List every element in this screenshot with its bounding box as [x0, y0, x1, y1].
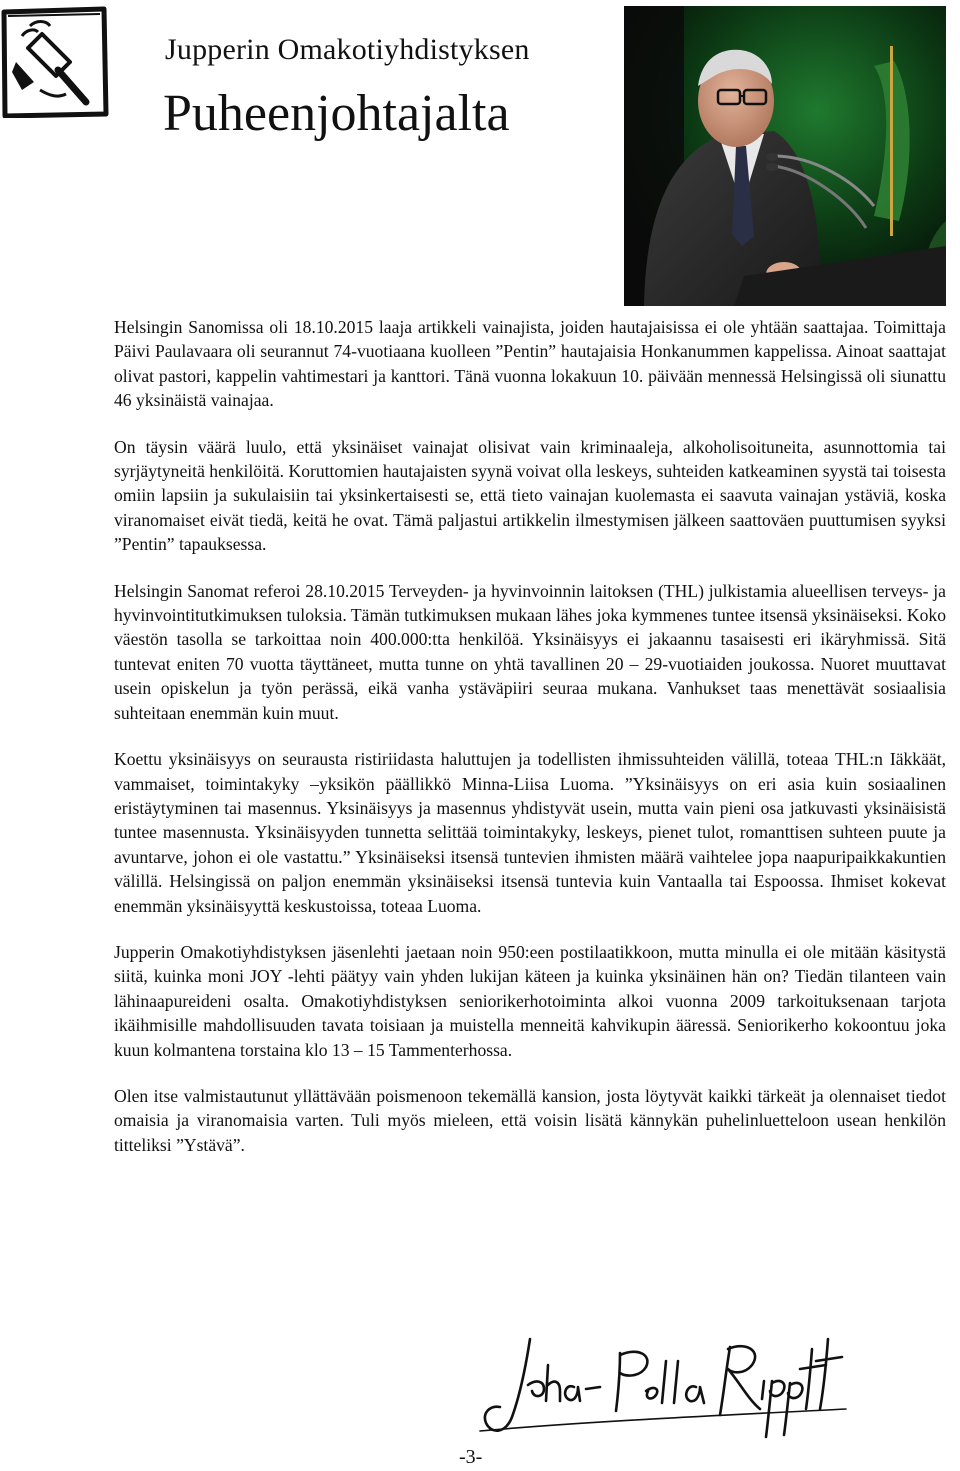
- paragraph: Helsingin Sanomat referoi 28.10.2015 Terveyden- ja hyvinvoinnin laitoksen (THL) julkistamia alueellisen terveys- ja hyvinvointitutkimuksen tuloksia. Tämän tutkimuksen mukaan lähes joka kymmenes tuntee itsensä yksinäiseksi. Koko väestön tasolla se tarkoittaa noin 400.000:tta henkilöä. Yksinäisyys ei jakaannu tasaisesti eri ikäryhmissä. Sitä tuntevat eniten 70 vuotta täyttäneet, mutta tunne on yhtä tavallinen 20 – 29-vuotiaiden joukossa. Nuoret muuttavat usein opiskelun ja työn perässä, eikä vanha ystäväpiiri seuraa mukana. Vanhukset taas menettävät sosiaalisia suhteitaan enemmän kuin muut.: [114, 580, 946, 723]
- handwritten-signature: [470, 1325, 850, 1443]
- hammer-logo-icon: [0, 6, 110, 118]
- paragraph: Helsingin Sanomissa oli 18.10.2015 laaja artikkeli vainajista, joiden hautajaisissa ei ole yhtään saattajaa. Toimittaja Päivi Paulavaara oli seurannut 74-vuotiaana kuolleen ”Pentin” hautajaisia Honkanummen kappelissa. Ainoat saattajat olivat pastori, kappelin vahtimestari ja kanttori. Tänä vuonna lokakuun 10. päivään mennessä Helsingissä oli siunattu 46 yksinäistä vainajaa.: [114, 317, 946, 411]
- paragraph: On täysin väärä luulo, että yksinäiset vainajat olisivat vain kriminaaleja, alkoholisoituneita, asunnottomia tai syrjäytyneitä henkilöitä. Koruttomien hautajaisten syynä voivat olla leskeys, suhteiden katkeaminen syystä tai toisesta omiin lapsiin ja sukulaisiin tai yksinkertaisesti se, että tieto vainajan kuolemasta ei saavuta vainajan ystäviä, koska viranomaiset eivät tiedä, keitä he ovat. Tämä paljastui artikkelin ilmestymisen jälkeen saattoväen puuttumisen syyksi ”Pentin” tapauksessa.: [114, 436, 946, 555]
- header-subtitle: Jupperin Omakotiyhdistyksen: [165, 33, 530, 66]
- page-title: Puheenjohtajalta: [163, 85, 510, 142]
- page-number: -3-: [459, 1446, 483, 1468]
- paragraph: Olen itse valmistautunut yllättävään poismenoon tekemällä kansion, josta löytyvät kaikki tärkeät ja olennaiset tiedot omaisia ja viranomaisia varten. Tuli myös mieleen, että voisin lisätä kännykän puhelinluetteloon usean henkilön titteliksi ”Ystävä”.: [114, 1085, 946, 1155]
- paragraph: Jupperin Omakotiyhdistyksen jäsenlehti jaetaan noin 950:een postilaatikkoon, mutta minulla ei ole mitään käsitystä siitä, kuinka moni JOY -lehti päätyy vain yhden lukijan käteen ja kuinka yksinäinen hän on? Tiedän tilanteen vain lähinaapureideni osalta. Omakotiyhdistyksen seniorikerhotoiminta alkoi vuonna 2009 tarkoituksenaan tarjota ikäihmisille mahdollisuuden tavata toisiaan ja muistella menneitä kahvikupin ääressä. Seniorikerho kokoontuu joka kuun kolmantena torstaina klo 13 – 15 Tammenterhossa.: [114, 941, 946, 1060]
- article-body: [114, 315, 946, 1179]
- speaker-at-podium-photo: [624, 6, 946, 306]
- paragraph: Koettu yksinäisyys on seurausta ristiriidasta haluttujen ja todellisten ihmissuhteiden välillä, toteaa THL:n Iäkkäät, vammaiset, toimintakyky –yksikön päällikkö Minna-Liisa Luoma. ”Yksinäisyys on eri asia kuin sosiaalinen eristäytyminen tai masennus. Yksinäisyys ja masennus yhdistyvät usein, mutta vain pieni osa jatkuvasti yksinäisistä tuntee masennusta. Yksinäisyyden tunnetta selittää toimintakyky, leskeys, pienet tulot, romanttisen suhteen puute ja avuntarve, johon ei ole vastattu.” Yksinäiseksi itsensä tuntevien ihmisten määrä vaihtelee jopa naapuripaikkakuntien välillä. Helsingissä on paljon enemmän yksinäiseksi itsensä tuntevia kuin Vantaalla tai Espoossa. Ihmiset kokevat enemmän yksinäisyyttä keskustoissa, toteaa Luoma.: [114, 749, 946, 916]
